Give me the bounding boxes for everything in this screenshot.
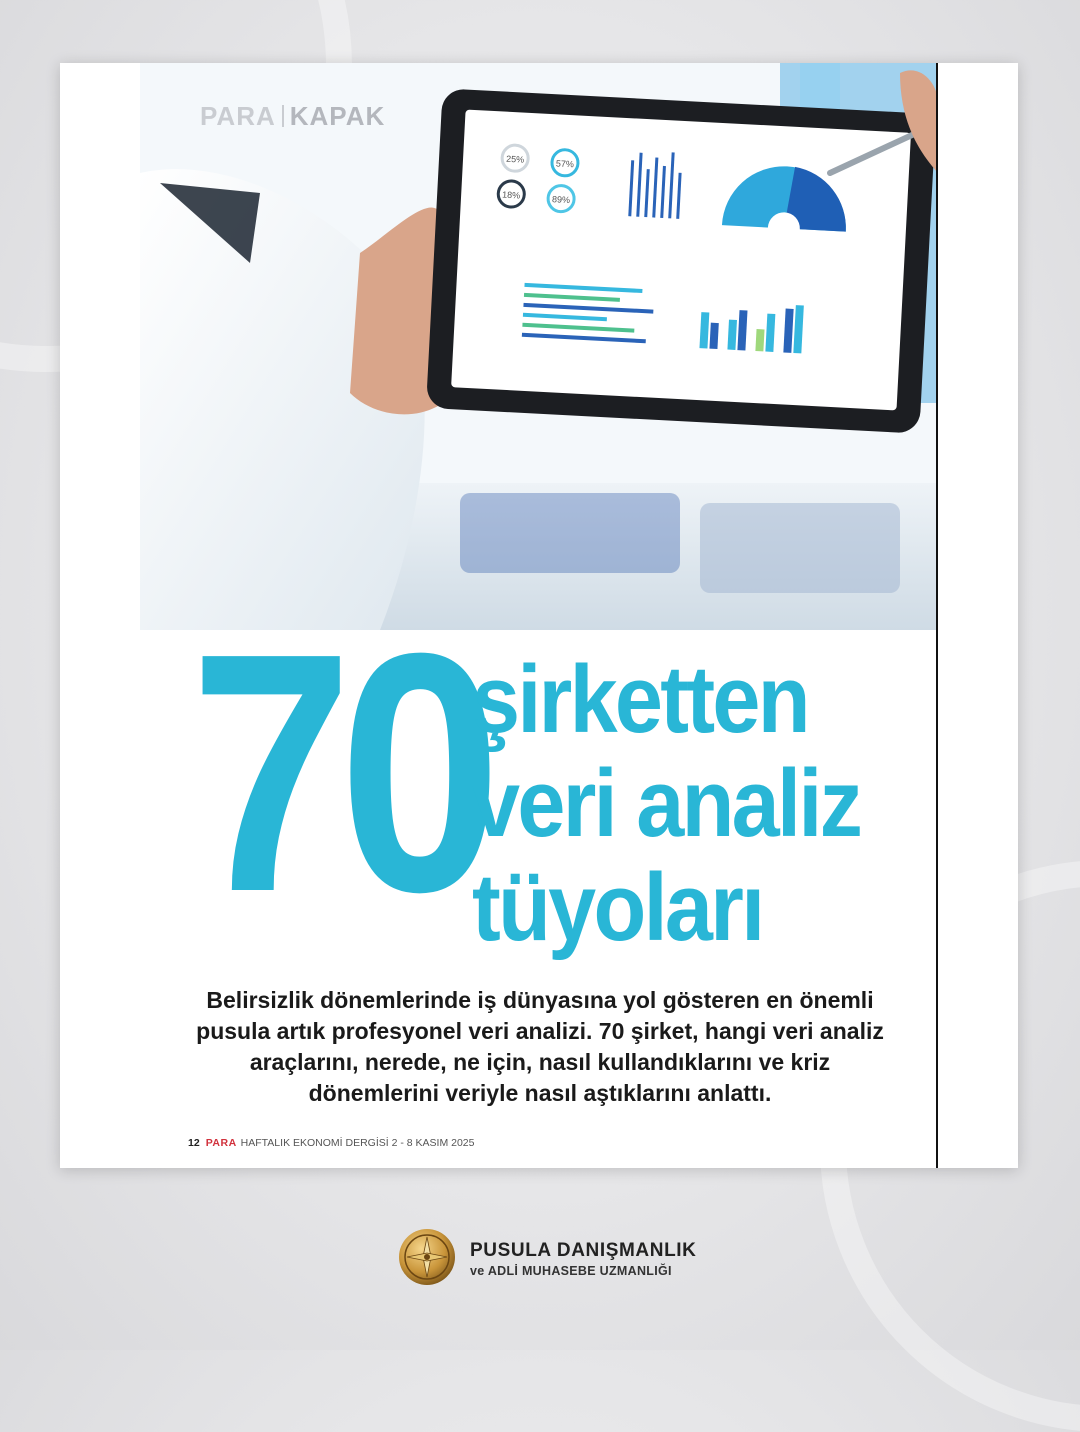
headline-line: şirketten — [472, 646, 808, 753]
tablet — [426, 88, 936, 433]
company-subtitle: ve ADLİ MUHASEBE UZMANLIĞI — [470, 1264, 672, 1278]
column-rule — [936, 63, 938, 1168]
dial-label: 57% — [555, 158, 575, 170]
page-number: 12 — [188, 1137, 200, 1149]
magazine-page — [60, 63, 1018, 1168]
cover-photo — [140, 63, 938, 630]
headline-line: veri analiz — [472, 750, 861, 857]
folio-text: HAFTALIK EKONOMİ DERGİSİ 2 - 8 KASIM 2025 — [240, 1137, 475, 1149]
headline-number: 70 — [190, 583, 488, 963]
section-name: PARA — [200, 101, 276, 131]
dial-label: 89% — [551, 194, 571, 206]
dial-label: 18% — [501, 189, 521, 201]
page-folio — [188, 1137, 474, 1149]
kicker-separator — [282, 105, 284, 127]
lede-paragraph: Belirsizlik dönemlerinde iş dünyasına yol gösteren en önemli pusula artık profesyonel veri analizi. 70 şirket, hangi veri analiz araçlarını, nerede, ne için, nasıl kullandıklarını ve kriz dönemlerini veriyle nasıl aştıklarını anlattı. — [196, 987, 884, 1106]
dial-label: 25% — [505, 153, 525, 165]
headline-line: tüyoları — [472, 854, 763, 961]
headline — [472, 648, 860, 960]
company-name: PUSULA DANIŞMANLIK — [470, 1240, 697, 1261]
section-kicker-label: KAPAK — [289, 101, 386, 131]
folio-brand: PARA — [205, 1137, 237, 1149]
section-kicker — [200, 101, 385, 132]
compass-logo-icon — [398, 1228, 456, 1286]
tablet-illustration — [140, 63, 938, 630]
